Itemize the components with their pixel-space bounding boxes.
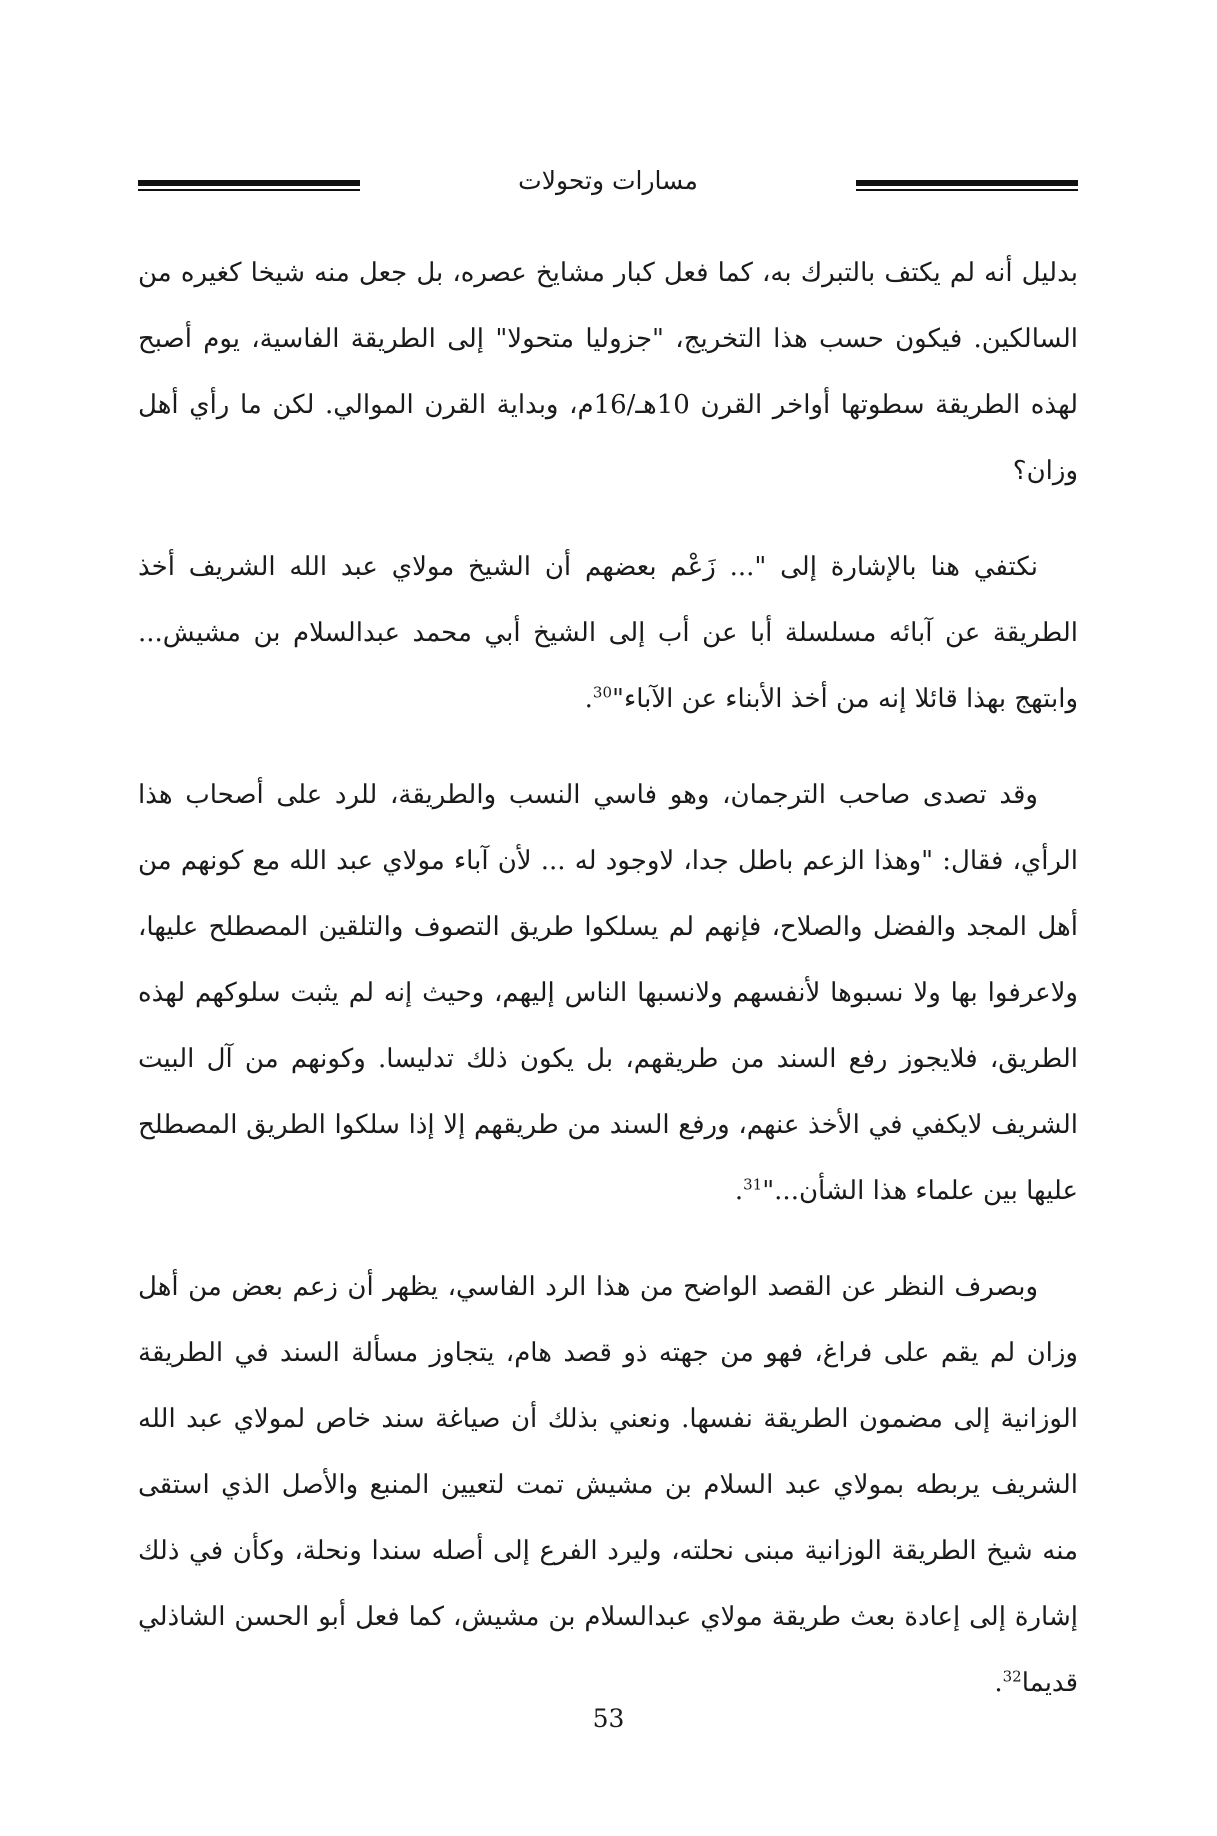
paragraph-4: وبصرف النظر عن القصد الواضح من هذا الرد الفاسي، يظهر أن زعم بعض من أهل وزان لم يقم على فراغ، فهو من جهته ذو قصد هام، يتجاوز مسألة السند في الطريقة الوزانية إلى مضمون الطريقة نفسها. ونعني بذلك أن صياغة سند خاص لمولاي عبد الله الشريف يربطه بمولاي عبد السلام بن مشيش تمت لتعيين المنبع والأصل الذي استقى منه شيخ الطريقة الوزانية مبنى نحلته، وليرد الفرع إلى أصله سندا ونحلة، وكأن في ذلك إشارة إلى إعادة بعث طريقة مولاي عبدالسلام بن مشيش، كما فعل أبو الحسن الشاذلي قديما$^{32}$.	[138, 1272, 1078, 1698]
body-text	[138, 240, 1078, 1746]
paragraph-text: نكتفي هنا بالإشارة إلى "... زَعْم بعضهم أن الشيخ مولاي عبد الله الشريف أخذ الطريقة عن آبائه مسلسلة أبا عن أب إلى الشيخ أبي محمد عبدالسلام بن مشيش... وابتهج بهذا قائلا إنه من أخذ الأبناء عن الآباء"	[138, 552, 1078, 714]
running-header-title: مسارات وتحولات	[518, 166, 698, 195]
footnote-ref: 31	[743, 1175, 763, 1194]
paragraph-text: بدليل أنه لم يكتف بالتبرك به، كما فعل كبار مشايخ عصره، بل جعل منه شيخا كغيره من السالكين. فيكون حسب هذا التخريج، "جزوليا متحولا" إلى الطريقة الفاسية، يوم أصبح لهذه الطريقة سطوتها أواخر القرن 10هـ/16م، وبداية القرن الموالي. لكن ما رأي أهل وزان؟	[138, 258, 1078, 486]
paragraph-2: نكتفي هنا بالإشارة إلى "... زَعْم بعضهم أن الشيخ مولاي عبد الله الشريف أخذ الطريقة عن آبائه مسلسلة أبا عن أب إلى الشيخ أبي محمد عبدالسلام بن مشيش... وابتهج بهذا قائلا إنه من أخذ الأبناء عن الآباء"$^{30}$.	[138, 552, 1078, 714]
footnote-ref: 30	[592, 683, 613, 702]
running-header	[138, 166, 1078, 202]
footnote-ref: 32	[1002, 1667, 1022, 1686]
paragraph-3: وقد تصدى صاحب الترجمان، وهو فاسي النسب والطريقة، للرد على أصحاب هذا الرأي، فقال: "وهذا الزعم باطل جدا، لاوجود له ... لأن آباء مولاي عبد الله مع كونهم من أهل المجد والفضل والصلاح، فإنهم لم يسلكوا طريق التصوف والتلقين المصطلح عليها، ولاعرفوا بها ولا نسبوها لأنفسهم ولانسبها الناس إليهم، وحيث إنه لم يثبت سلوكهم لهذه الطريق، فلايجوز رفع السند من طريقهم، بل يكون ذلك تدليسا. وكونهم من آل البيت الشريف لايكفي في الأخذ عنهم، ورفع السند من طريقهم إلا إذا سلكوا الطريق المصطلح عليها بين علماء هذا الشأن..."$^{31}$.	[138, 780, 1078, 1206]
paragraph-text: وقد تصدى صاحب الترجمان، وهو فاسي النسب والطريقة، للرد على أصحاب هذا الرأي، فقال: "وهذا الزعم باطل جدا، لاوجود له ... لأن آباء مولاي عبد الله مع كونهم من أهل المجد والفضل والصلاح، فإنهم لم يسلكوا طريق التصوف والتلقين المصطلح عليها، ولاعرفوا بها ولا نسبوها لأنفسهم ولانسبها الناس إليهم، وحيث إنه لم يثبت سلوكهم لهذه الطريق، فلايجوز رفع السند من طريقهم، بل يكون ذلك تدليسا. وكونهم من آل البيت الشريف لايكفي في الأخذ عنهم، ورفع السند من طريقهم إلا إذا سلكوا الطريق المصطلح عليها بين علماء هذا الشأن..."	[138, 780, 1078, 1206]
header-rule-right	[856, 180, 1078, 191]
header-rule-left	[138, 180, 360, 191]
page-number: 53	[592, 1704, 625, 1733]
paragraph-1	[138, 240, 1078, 504]
paragraph-text: وبصرف النظر عن القصد الواضح من هذا الرد الفاسي، يظهر أن زعم بعض من أهل وزان لم يقم على فراغ، فهو من جهته ذو قصد هام، يتجاوز مسألة السند في الطريقة الوزانية إلى مضمون الطريقة نفسها. ونعني بذلك أن صياغة سند خاص لمولاي عبد الله الشريف يربطه بمولاي عبد السلام بن مشيش تمت لتعيين المنبع والأصل الذي استقى منه شيخ الطريقة الوزانية مبنى نحلته، وليرد الفرع إلى أصله سندا ونحلة، وكأن في ذلك إشارة إلى إعادة بعث طريقة مولاي عبدالسلام بن مشيش، كما فعل أبو الحسن الشاذلي قديما	[138, 1272, 1078, 1698]
